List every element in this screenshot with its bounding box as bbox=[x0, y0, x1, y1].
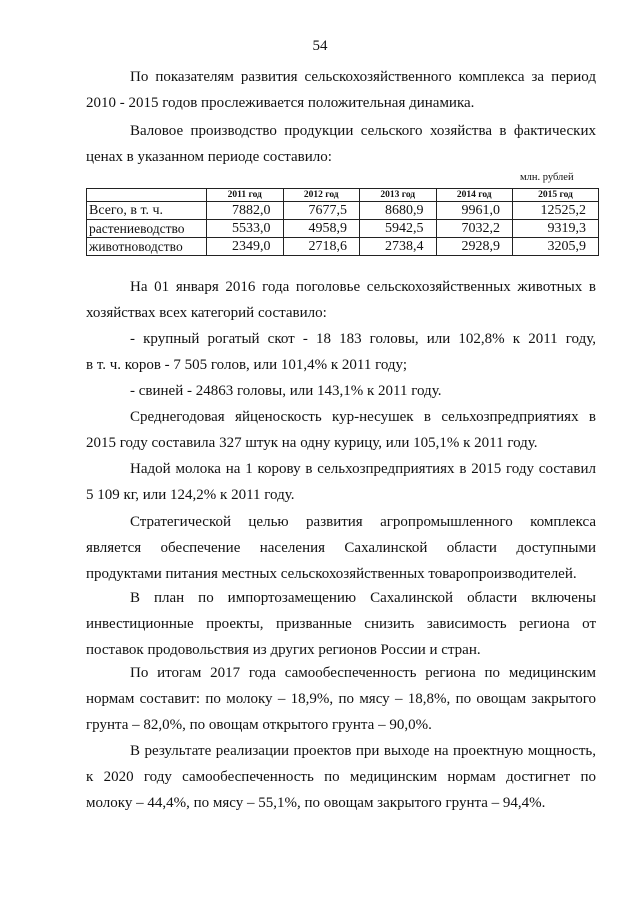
table-cell: 9319,3 bbox=[513, 220, 599, 238]
text-line: нормам составит: по молоку – 18,9%, по мясу – 18,8%, по овощам закрытого bbox=[86, 691, 596, 707]
table-cell: 8680,9 bbox=[360, 202, 437, 220]
page-number: 54 bbox=[312, 38, 328, 54]
text-line: 2015 году составила 327 штук на одну курицу, или 105,1% к 2011 году. bbox=[86, 435, 538, 451]
production-table bbox=[86, 188, 599, 256]
results-2020-paragraph bbox=[86, 738, 596, 816]
table-cell: 3205,9 bbox=[513, 238, 599, 256]
import-paragraph bbox=[86, 585, 596, 663]
table-cell: 5533,0 bbox=[207, 220, 284, 238]
text-line: В результате реализации проектов при выходе на проектную мощность, bbox=[130, 743, 596, 759]
text-line: грунта – 82,0%, по овощам открытого грунта – 90,0%. bbox=[86, 717, 432, 733]
text-line: 5 109 кг, или 124,2% к 2011 году. bbox=[86, 487, 295, 503]
livestock-paragraph bbox=[86, 274, 596, 404]
table-header-row bbox=[87, 189, 599, 202]
text-line: - крупный рогатый скот - 18 183 головы, или 102,8% к 2011 году, bbox=[130, 331, 596, 347]
table-cell: 2928,9 bbox=[436, 238, 513, 256]
text-line: По показателям развития сельскохозяйственного комплекса за период bbox=[130, 69, 596, 85]
table-cell: 2349,0 bbox=[207, 238, 284, 256]
text-line: в т. ч. коров - 7 505 голов, или 101,4% к 2011 году; bbox=[86, 357, 408, 373]
table-cell: 12525,2 bbox=[513, 202, 599, 220]
text-line: является обеспечение населения Сахалинской области доступными bbox=[86, 540, 596, 556]
column-header: 2013 год bbox=[360, 189, 437, 202]
text-line: - свиней - 24863 головы, или 143,1% к 2011 году. bbox=[130, 383, 442, 399]
results-2017-paragraph bbox=[86, 660, 596, 738]
text-line: В план по импортозамещению Сахалинской области включены bbox=[130, 590, 596, 606]
text-line: Валовое производство продукции сельского хозяйства в фактических bbox=[130, 123, 596, 139]
table-row bbox=[87, 238, 599, 256]
table-cell: 7677,5 bbox=[283, 202, 360, 220]
row-label: растениеводство bbox=[87, 220, 207, 238]
table-cell: 9961,0 bbox=[436, 202, 513, 220]
text-line: инвестиционные проекты, призванные снизить зависимость региона от bbox=[86, 616, 596, 632]
table-cell: 5942,5 bbox=[360, 220, 437, 238]
table-row bbox=[87, 202, 599, 220]
text-line: Надой молока на 1 корову в сельхозпредприятиях в 2015 году составил bbox=[130, 461, 596, 477]
goal-paragraph bbox=[86, 509, 596, 587]
table-cell: 7882,0 bbox=[207, 202, 284, 220]
column-header bbox=[87, 189, 207, 202]
table-cell: 4958,9 bbox=[283, 220, 360, 238]
text-line: Стратегической целью развития агропромышленного комплекса bbox=[130, 514, 596, 530]
intro-paragraph bbox=[86, 64, 596, 116]
column-header: 2012 год bbox=[283, 189, 360, 202]
text-line: продуктами питания местных сельскохозяйственных товаропроизводителей. bbox=[86, 566, 577, 582]
text-line: хозяйствах всех категорий составило: bbox=[86, 305, 327, 321]
table-cell: 2738,4 bbox=[360, 238, 437, 256]
row-label: животноводство bbox=[87, 238, 207, 256]
column-header: 2015 год bbox=[513, 189, 599, 202]
row-label: Всего, в т. ч. bbox=[87, 202, 207, 220]
table-row bbox=[87, 220, 599, 238]
text-line: На 01 января 2016 года поголовье сельскохозяйственных животных в bbox=[130, 279, 596, 295]
table-unit: млн. рублей bbox=[520, 172, 574, 183]
text-line: ценах в указанном периоде составило: bbox=[86, 149, 332, 165]
table-cell: 2718,6 bbox=[283, 238, 360, 256]
gross-production-paragraph bbox=[86, 118, 596, 170]
text-line: 2010 - 2015 годов прослеживается положительная динамика. bbox=[86, 95, 475, 111]
milk-paragraph bbox=[86, 456, 596, 508]
column-header: 2014 год bbox=[436, 189, 513, 202]
text-line: к 2020 году самообеспеченность по медицинским нормам достигнет по bbox=[86, 769, 596, 785]
eggs-paragraph bbox=[86, 404, 596, 456]
text-line: Среднегодовая яйценоскость кур-несушек в сельхозпредприятиях в bbox=[130, 409, 596, 425]
text-line: поставок продовольствия из других регионов России и стран. bbox=[86, 642, 481, 658]
column-header: 2011 год bbox=[207, 189, 284, 202]
table-cell: 7032,2 bbox=[436, 220, 513, 238]
text-line: По итогам 2017 года самообеспеченность региона по медицинским bbox=[130, 665, 596, 681]
text-line: молоку – 44,4%, по мясу – 55,1%, по овощам закрытого грунта – 94,4%. bbox=[86, 795, 546, 811]
